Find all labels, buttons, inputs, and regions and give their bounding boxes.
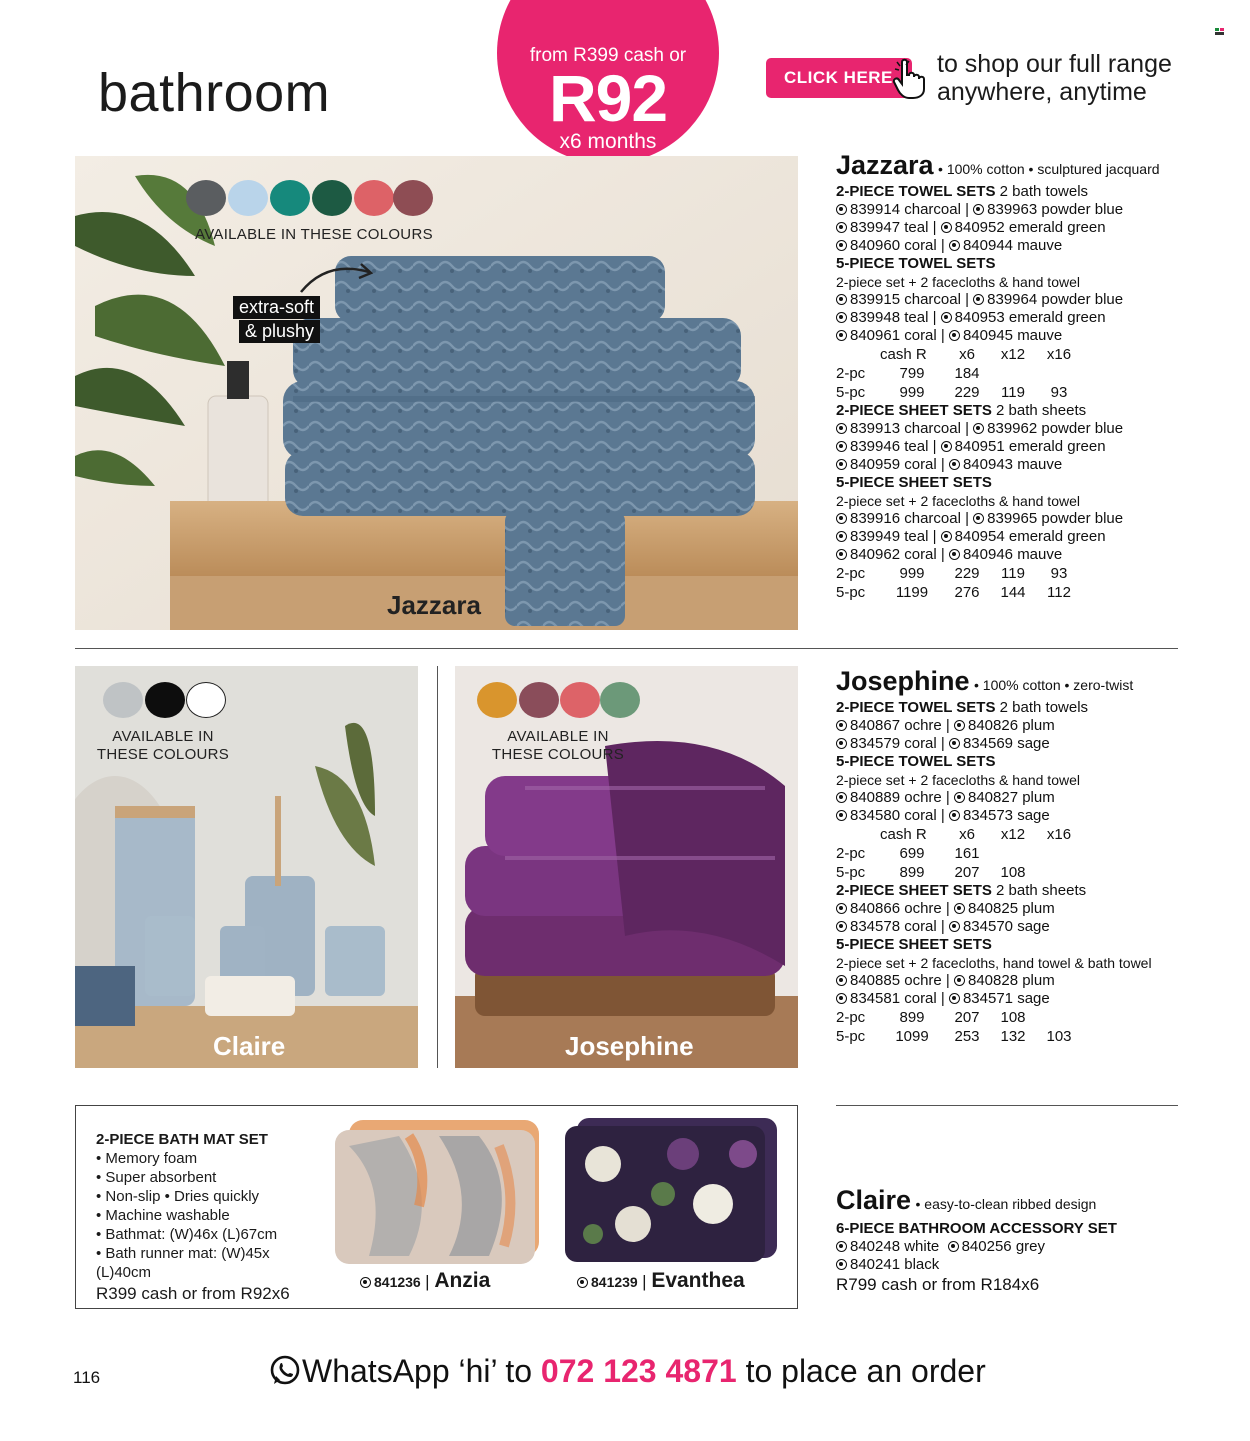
code-line: 839915 charcoal | 839964 powder blue bbox=[836, 291, 1196, 309]
evanthea-code: 841239 bbox=[591, 1274, 638, 1290]
price-cell: 161 bbox=[954, 844, 980, 862]
product-code: 840828 plum bbox=[967, 972, 1055, 989]
code-line bbox=[836, 1256, 1196, 1274]
catalogue-icon bbox=[577, 1277, 588, 1288]
bathmat-title: 2-PIECE BATH MAT SET bbox=[96, 1131, 268, 1148]
catalogue-icon bbox=[836, 423, 847, 434]
code-line: 839947 teal | 840952 emerald green bbox=[836, 219, 1196, 237]
product-code: 839947 teal bbox=[850, 219, 929, 236]
anzia-code: 841236 bbox=[374, 1274, 421, 1290]
product-code: 839915 charcoal bbox=[850, 291, 961, 308]
josephine-sheet2-desc: 2 bath sheets bbox=[996, 882, 1087, 899]
jazzara-tagline: • 100% cotton • sculptured jacquard bbox=[938, 161, 1160, 177]
catalogue-icon bbox=[836, 993, 847, 1004]
price-col-header: x6 bbox=[959, 345, 975, 363]
code-line: 840867 ochre | 840826 plum bbox=[836, 717, 1196, 735]
code-line bbox=[836, 1238, 1196, 1256]
swatch-plum bbox=[519, 682, 559, 718]
claire-photo-label: Claire bbox=[213, 1031, 286, 1061]
bathmat-bullet: • Bath runner mat: (W)45x (L)40cm bbox=[96, 1245, 270, 1281]
catalogue-icon bbox=[836, 738, 847, 749]
josephine-towel-price-table bbox=[836, 825, 1082, 882]
catalogue-icon bbox=[836, 921, 847, 932]
price-cell: 1199 bbox=[895, 583, 929, 601]
catalogue-icon bbox=[836, 441, 847, 452]
product-code: 834581 coral bbox=[850, 990, 937, 1007]
evanthea-mat-image bbox=[563, 1114, 783, 1264]
josephine-info bbox=[836, 666, 1196, 1046]
price-cell: 999 bbox=[899, 383, 925, 401]
jazzara-towel5-desc: 2-piece set + 2 facecloths & hand towel bbox=[836, 274, 1080, 290]
swatch-charcoal bbox=[186, 180, 226, 216]
product-code: 840889 ochre bbox=[850, 789, 942, 806]
price-cell: 5-pc bbox=[836, 383, 866, 401]
bathmat-bullet: • Super absorbent bbox=[96, 1169, 217, 1186]
code-line: 839916 charcoal | 839965 powder blue bbox=[836, 510, 1196, 528]
price-row bbox=[836, 583, 1082, 602]
promo-term: x6 months bbox=[559, 130, 657, 153]
catalogue-icon bbox=[949, 330, 960, 341]
jazzara-info bbox=[836, 150, 1196, 602]
jazzara-name: Jazzara bbox=[836, 150, 934, 180]
code-line: 839913 charcoal | 839962 powder blue bbox=[836, 420, 1196, 438]
claire-set-header: 6-PIECE BATHROOM ACCESSORY SET bbox=[836, 1220, 1117, 1237]
code-line: 839946 teal | 840951 emerald green bbox=[836, 438, 1196, 456]
product-code: 840946 mauve bbox=[962, 546, 1063, 563]
callout-extra-soft: extra-soft bbox=[233, 296, 320, 319]
code-line: 839949 teal | 840954 emerald green bbox=[836, 528, 1196, 546]
price-cell: 899 bbox=[899, 863, 925, 881]
josephine-sheet-price-table bbox=[836, 1008, 1082, 1046]
product-code: 834580 coral bbox=[850, 807, 937, 824]
swatch-coral bbox=[560, 682, 600, 718]
josephine-sheet5-desc: 2-piece set + 2 facecloths, hand towel & bath towel bbox=[836, 955, 1152, 971]
jazzara-towel2-desc: 2 bath towels bbox=[999, 183, 1089, 200]
product-code: 840952 emerald green bbox=[954, 219, 1106, 236]
price-cell: 103 bbox=[1046, 1027, 1072, 1045]
product-code: 840248 white bbox=[850, 1238, 940, 1255]
price-cell: 229 bbox=[954, 564, 980, 582]
divider bbox=[836, 1105, 1178, 1106]
code-line: 840885 ochre | 840828 plum bbox=[836, 972, 1196, 990]
whatsapp-icon bbox=[268, 1354, 302, 1388]
code-line: 834580 coral | 834573 sage bbox=[836, 807, 1196, 825]
product-code: 839962 powder blue bbox=[987, 420, 1124, 437]
josephine-towel5-header: 5-PIECE TOWEL SETS bbox=[836, 753, 996, 770]
claire-accessories-image bbox=[75, 666, 418, 1068]
price-cell: 253 bbox=[954, 1027, 980, 1045]
product-code: 840826 plum bbox=[967, 717, 1055, 734]
price-cell: 207 bbox=[954, 863, 980, 881]
catalogue-icon bbox=[836, 240, 847, 251]
price-cell: 999 bbox=[899, 564, 925, 582]
whatsapp-text-pre: WhatsApp ‘hi’ to bbox=[302, 1353, 541, 1389]
catalogue-icon bbox=[836, 720, 847, 731]
catalogue-icon bbox=[941, 441, 952, 452]
product-code: 840867 ochre bbox=[850, 717, 942, 734]
price-cell: 1099 bbox=[895, 1027, 929, 1045]
catalogue-icon bbox=[949, 810, 960, 821]
product-code: 840944 mauve bbox=[962, 237, 1063, 254]
josephine-photo bbox=[455, 666, 798, 1068]
anzia-name: Anzia bbox=[434, 1269, 491, 1292]
swatch-sage bbox=[600, 682, 640, 718]
catalogue-icon bbox=[949, 993, 960, 1004]
catalogue-icon bbox=[836, 792, 847, 803]
price-cell: 229 bbox=[954, 383, 980, 401]
price-row bbox=[836, 863, 1082, 882]
catalogue-icon bbox=[949, 921, 960, 932]
product-code: 840825 plum bbox=[967, 900, 1055, 917]
catalogue-mark-icon bbox=[1215, 28, 1225, 36]
catalogue-icon bbox=[836, 549, 847, 560]
whatsapp-text-post: to place an order bbox=[736, 1353, 986, 1389]
price-row bbox=[836, 364, 1082, 383]
catalogue-icon bbox=[836, 222, 847, 233]
bathmat-bullet: • Machine washable bbox=[96, 1207, 230, 1224]
bathmat-bullet: • Bathmat: (W)46x (L)67cm bbox=[96, 1226, 278, 1243]
price-col-header bbox=[836, 825, 880, 844]
product-code: 834579 coral bbox=[850, 735, 937, 752]
catalogue-icon bbox=[941, 312, 952, 323]
josephine-towel2-desc: 2 bath towels bbox=[999, 699, 1089, 716]
price-cell: 207 bbox=[954, 1008, 980, 1026]
price-cell bbox=[1036, 863, 1082, 882]
product-code: 834578 coral bbox=[850, 918, 937, 935]
josephine-tagline: • 100% cotton • zero-twist bbox=[974, 677, 1134, 693]
price-row bbox=[836, 844, 1082, 863]
catalogue-icon bbox=[948, 1241, 959, 1252]
code-line: 840962 coral | 840946 mauve bbox=[836, 546, 1196, 564]
jazzara-sheet5-desc: 2-piece set + 2 facecloths & hand towel bbox=[836, 493, 1080, 509]
swatch-powder-blue bbox=[228, 180, 268, 216]
josephine-towel5-desc: 2-piece set + 2 facecloths & hand towel bbox=[836, 772, 1080, 788]
catalogue-icon bbox=[973, 204, 984, 215]
catalogue-icon bbox=[973, 294, 984, 305]
jazzara-available-colours: AVAILABLE IN THESE COLOURS bbox=[195, 226, 433, 243]
price-col-header: x16 bbox=[1046, 345, 1072, 363]
claire-tagline: • easy-to-clean ribbed design bbox=[915, 1196, 1097, 1212]
price-cell: 2-pc bbox=[836, 364, 866, 382]
catalogue-icon bbox=[836, 459, 847, 470]
catalogue-icon bbox=[949, 738, 960, 749]
price-col-header: cash R bbox=[880, 345, 927, 363]
jazzara-towel-price-table bbox=[836, 345, 1082, 402]
catalogue-icon bbox=[954, 792, 965, 803]
swatch-coral bbox=[354, 180, 394, 216]
product-code: 840945 mauve bbox=[962, 327, 1063, 344]
claire-name: Claire bbox=[836, 1185, 912, 1215]
claire-available-line1: AVAILABLE IN bbox=[112, 728, 214, 745]
price-cell bbox=[990, 844, 1036, 863]
price-cell: 108 bbox=[1000, 1008, 1026, 1026]
product-code: 840885 ochre bbox=[850, 972, 942, 989]
catalogue-icon bbox=[949, 459, 960, 470]
price-cell: 108 bbox=[1000, 863, 1026, 881]
price-cell: 5-pc bbox=[836, 1027, 866, 1045]
price-cell: 5-pc bbox=[836, 583, 866, 601]
jazzara-towel2-header: 2-PIECE TOWEL SETS bbox=[836, 183, 996, 200]
product-code: 834573 sage bbox=[962, 807, 1050, 824]
claire-photo bbox=[75, 666, 418, 1068]
bathmat-box bbox=[75, 1105, 798, 1309]
catalogue-icon bbox=[836, 330, 847, 341]
price-cell: 2-pc bbox=[836, 564, 866, 582]
product-code: 840241 black bbox=[850, 1256, 940, 1273]
jazzara-photo-label: Jazzara bbox=[387, 590, 481, 620]
jazzara-photo bbox=[75, 156, 798, 630]
curved-arrow-icon bbox=[297, 256, 377, 296]
price-col-header: x6 bbox=[959, 825, 975, 843]
price-row bbox=[836, 564, 1082, 583]
pointing-hand-icon bbox=[892, 58, 932, 100]
page-number: 116 bbox=[73, 1368, 101, 1387]
bathmat-bullet: • Memory foam bbox=[96, 1150, 198, 1167]
price-cell: 119 bbox=[1001, 564, 1025, 582]
catalogue-icon bbox=[973, 423, 984, 434]
divider bbox=[75, 648, 1178, 649]
price-cell: 2-pc bbox=[836, 844, 866, 862]
price-cell: 132 bbox=[1000, 1027, 1026, 1045]
swatch-black bbox=[145, 682, 185, 718]
swatch-ochre bbox=[477, 682, 517, 718]
jazzara-sheet2-header: 2-PIECE SHEET SETS bbox=[836, 402, 992, 419]
page-title: bathroom bbox=[98, 63, 331, 123]
whatsapp-order-line[interactable] bbox=[268, 1353, 986, 1390]
product-code: 839964 powder blue bbox=[987, 291, 1124, 308]
catalogue-icon bbox=[360, 1277, 371, 1288]
catalogue-icon bbox=[836, 294, 847, 305]
price-cell bbox=[1036, 844, 1082, 863]
product-code: 840256 grey bbox=[961, 1238, 1045, 1255]
jazzara-sheet2-desc: 2 bath sheets bbox=[996, 402, 1087, 419]
price-cell: 799 bbox=[899, 364, 925, 382]
product-code: 834570 sage bbox=[962, 918, 1050, 935]
catalogue-icon bbox=[836, 204, 847, 215]
price-cell bbox=[1036, 1008, 1082, 1027]
product-code: 839946 teal bbox=[850, 438, 929, 455]
josephine-available-line1: AVAILABLE IN bbox=[507, 728, 609, 745]
promo-badge bbox=[497, 0, 719, 164]
product-code: 839948 teal bbox=[850, 309, 929, 326]
swatch-teal bbox=[270, 180, 310, 216]
whatsapp-number[interactable]: 072 123 4871 bbox=[540, 1353, 737, 1389]
price-cell: 144 bbox=[1000, 583, 1026, 601]
bathmat-bullet: • Non-slip • Dries quickly bbox=[96, 1188, 260, 1205]
product-code: 840959 coral bbox=[850, 456, 937, 473]
catalogue-icon bbox=[836, 1241, 847, 1252]
catalogue-icon bbox=[949, 549, 960, 560]
price-header-row bbox=[836, 345, 1082, 364]
josephine-available-line2: THESE COLOURS bbox=[491, 746, 625, 763]
bathmat-info bbox=[96, 1130, 326, 1303]
product-code: 834571 sage bbox=[962, 990, 1050, 1007]
product-code: 840961 coral bbox=[850, 327, 937, 344]
price-cell: 2-pc bbox=[836, 1008, 866, 1026]
price-cell: 276 bbox=[954, 583, 980, 601]
code-line: 840866 ochre | 840825 plum bbox=[836, 900, 1196, 918]
price-cell: 5-pc bbox=[836, 863, 866, 881]
jazzara-sheet-price-table bbox=[836, 564, 1082, 602]
product-code: 840962 coral bbox=[850, 546, 937, 563]
product-code: 839914 charcoal bbox=[850, 201, 961, 218]
price-col-header bbox=[836, 345, 880, 364]
evanthea-name: Evanthea bbox=[651, 1269, 745, 1292]
catalogue-icon bbox=[949, 240, 960, 251]
bathmat-price: R399 cash or from R92x6 bbox=[96, 1284, 290, 1303]
code-line: 834578 coral | 834570 sage bbox=[836, 918, 1196, 936]
josephine-name: Josephine bbox=[836, 666, 970, 696]
josephine-sheet5-header: 5-PIECE SHEET SETS bbox=[836, 936, 992, 953]
swatch-mauve bbox=[393, 180, 433, 216]
shop-tagline-line2: anywhere, anytime bbox=[937, 78, 1147, 106]
anzia-label: 841236 | Anzia bbox=[360, 1269, 490, 1293]
price-col-header: x12 bbox=[1000, 345, 1026, 363]
claire-price: R799 cash or from R184x6 bbox=[836, 1275, 1040, 1294]
product-code: 840951 emerald green bbox=[954, 438, 1106, 455]
catalogue-icon bbox=[836, 531, 847, 542]
josephine-towel2-header: 2-PIECE TOWEL SETS bbox=[836, 699, 996, 716]
price-cell: 899 bbox=[899, 1008, 925, 1026]
product-code: 839949 teal bbox=[850, 528, 929, 545]
product-code: 839916 charcoal bbox=[850, 510, 961, 527]
callout-plushy: & plushy bbox=[239, 320, 320, 343]
price-row bbox=[836, 1008, 1082, 1027]
price-col-header: x16 bbox=[1046, 825, 1072, 843]
code-line: 839914 charcoal | 839963 powder blue bbox=[836, 201, 1196, 219]
catalogue-icon bbox=[836, 312, 847, 323]
catalogue-icon bbox=[836, 810, 847, 821]
price-cell bbox=[990, 364, 1036, 383]
price-cell: 184 bbox=[954, 364, 980, 382]
promo-price: R92 bbox=[548, 61, 668, 135]
product-code: 839965 powder blue bbox=[987, 510, 1124, 527]
product-code: 839913 charcoal bbox=[850, 420, 961, 437]
price-cell bbox=[1036, 364, 1082, 383]
anzia-mat-image bbox=[329, 1106, 549, 1271]
product-code: 839963 powder blue bbox=[987, 201, 1124, 218]
price-row bbox=[836, 1027, 1082, 1046]
code-line: 839948 teal | 840953 emerald green bbox=[836, 309, 1196, 327]
catalogue-icon bbox=[954, 903, 965, 914]
josephine-photo-label: Josephine bbox=[565, 1031, 694, 1061]
product-code: 840827 plum bbox=[967, 789, 1055, 806]
claire-available-line2: THESE COLOURS bbox=[96, 746, 230, 763]
promo-from-text: from R399 cash or bbox=[529, 45, 687, 66]
price-cell: 93 bbox=[1050, 383, 1068, 401]
catalogue-icon bbox=[954, 720, 965, 731]
product-code: 840960 coral bbox=[850, 237, 937, 254]
claire-info bbox=[836, 1185, 1196, 1294]
product-code: 834569 sage bbox=[962, 735, 1050, 752]
price-col-header: x12 bbox=[1000, 825, 1026, 843]
price-col-header: cash R bbox=[880, 825, 927, 843]
code-line: 840959 coral | 840943 mauve bbox=[836, 456, 1196, 474]
catalogue-icon bbox=[836, 903, 847, 914]
swatch-emerald-green bbox=[312, 180, 352, 216]
price-cell: 112 bbox=[1047, 583, 1071, 601]
catalogue-icon bbox=[836, 513, 847, 524]
price-cell: 119 bbox=[1001, 383, 1025, 401]
code-line: 840889 ochre | 840827 plum bbox=[836, 789, 1196, 807]
code-line: 840960 coral | 840944 mauve bbox=[836, 237, 1196, 255]
shop-tagline-line1: to shop our full range bbox=[937, 50, 1172, 78]
josephine-towels-image bbox=[455, 666, 798, 1068]
code-line: 834581 coral | 834571 sage bbox=[836, 990, 1196, 1008]
code-line: 834579 coral | 834569 sage bbox=[836, 735, 1196, 753]
price-cell: 93 bbox=[1050, 564, 1068, 582]
swatch-white bbox=[186, 682, 226, 718]
jazzara-towel5-header: 5-PIECE TOWEL SETS bbox=[836, 255, 996, 272]
click-here-button[interactable]: CLICK HERE bbox=[766, 58, 912, 98]
catalogue-icon bbox=[941, 222, 952, 233]
product-code: 840866 ochre bbox=[850, 900, 942, 917]
shop-tagline bbox=[937, 50, 1207, 106]
catalogue-icon bbox=[954, 975, 965, 986]
catalogue-icon bbox=[973, 513, 984, 524]
catalogue-icon bbox=[941, 531, 952, 542]
code-line: 840961 coral | 840945 mauve bbox=[836, 327, 1196, 345]
price-cell: 699 bbox=[899, 844, 925, 862]
jazzara-sheet5-header: 5-PIECE SHEET SETS bbox=[836, 474, 992, 491]
price-header-row bbox=[836, 825, 1082, 844]
swatch-grey bbox=[103, 682, 143, 718]
evanthea-label: 841239 | Evanthea bbox=[577, 1269, 745, 1293]
divider bbox=[437, 666, 438, 1068]
catalogue-icon bbox=[836, 975, 847, 986]
josephine-sheet2-header: 2-PIECE SHEET SETS bbox=[836, 882, 992, 899]
price-row bbox=[836, 383, 1082, 402]
product-code: 840954 emerald green bbox=[954, 528, 1106, 545]
catalogue-icon bbox=[836, 1259, 847, 1270]
product-code: 840953 emerald green bbox=[954, 309, 1106, 326]
product-code: 840943 mauve bbox=[962, 456, 1063, 473]
